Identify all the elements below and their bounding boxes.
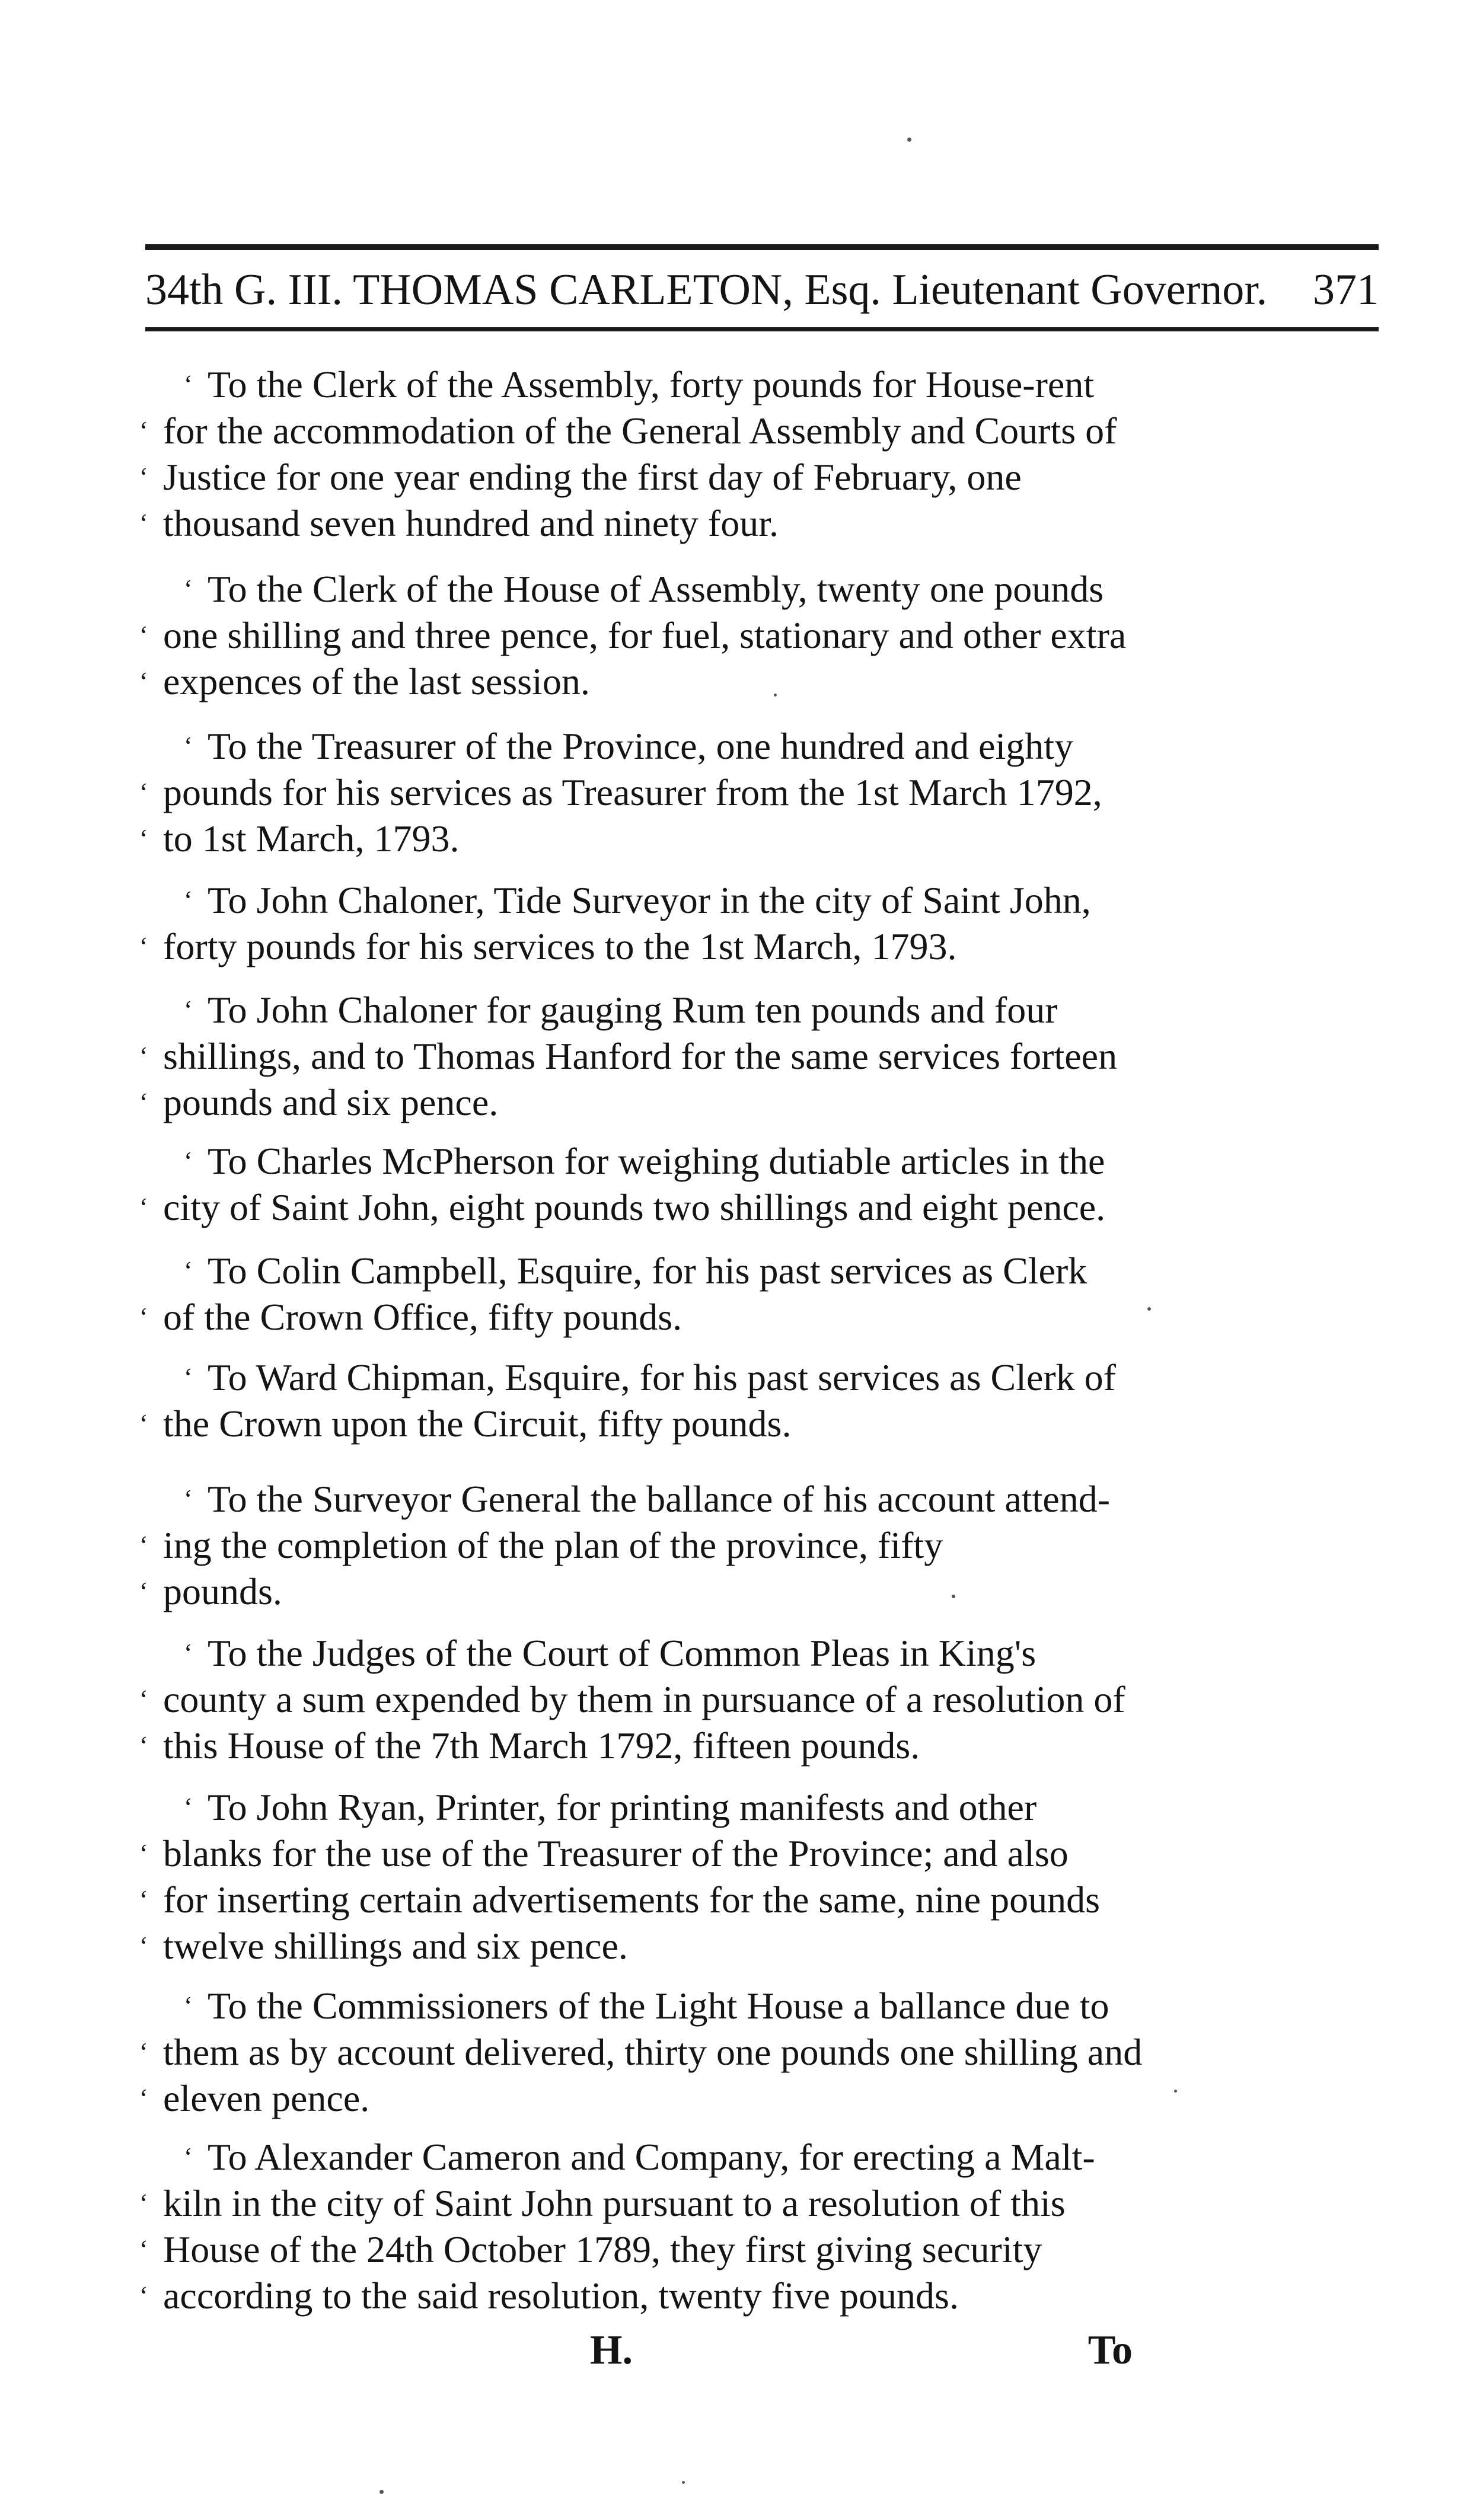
header-rule-top (145, 244, 1379, 250)
signature-mark: H. (590, 2327, 633, 2373)
paper-speck (379, 2490, 384, 2494)
line-text: kiln in the city of Saint John pursuant to a resolution of this (163, 2182, 1066, 2224)
line-text: To the Surveyor General the ballance of his account attend- (208, 1478, 1111, 1520)
quote-mark: ‘ (184, 886, 193, 915)
quote-mark: ‘ (139, 778, 148, 807)
quote-mark: ‘ (139, 462, 148, 491)
text-line (139, 1138, 1183, 1184)
line-text: county a sum expended by them in pursuance of a resolution of (163, 1678, 1125, 1720)
text-line (139, 2180, 1183, 2227)
quote-mark: ‘ (139, 1885, 148, 1914)
line-text: blanks for the use of the Treasurer of the Province; and also (163, 1832, 1069, 1874)
line-text: them as by account delivered, thirty one pounds one shilling and (163, 2031, 1143, 2073)
paper-speck (1147, 1307, 1151, 1311)
line-text: pounds for his services as Treasurer from the 1st March 1792, (163, 771, 1102, 813)
text-line (139, 1831, 1183, 1877)
text-line (139, 659, 1183, 705)
text-line (139, 2029, 1183, 2075)
quote-mark: ‘ (139, 2281, 148, 2310)
quote-mark: ‘ (184, 1793, 193, 1822)
text-line (139, 1569, 1183, 1615)
paper-speck (682, 2481, 685, 2484)
paragraph (139, 1630, 1183, 1769)
quote-mark: ‘ (184, 1991, 193, 2020)
paper-speck (774, 694, 777, 697)
line-text: House of the 24th October 1789, they first giving security (163, 2228, 1042, 2270)
text-line (139, 1294, 1183, 1340)
paper-speck (952, 1595, 955, 1598)
line-text: forty pounds for his services to the 1st March, 1793. (163, 925, 957, 967)
quote-mark: ‘ (139, 1088, 148, 1117)
quote-mark: ‘ (184, 2142, 193, 2171)
text-line (139, 1630, 1183, 1676)
line-text: To John Ryan, Printer, for printing manifests and other (208, 1786, 1037, 1828)
quote-mark: ‘ (184, 1256, 193, 1285)
paragraph (139, 877, 1183, 970)
quote-mark: ‘ (139, 1409, 148, 1438)
paper-speck (1174, 2090, 1177, 2093)
text-line (139, 1184, 1183, 1231)
line-text: To the Judges of the Court of Common Pleas in King's (208, 1632, 1036, 1674)
quote-mark: ‘ (139, 2189, 148, 2218)
quote-mark: ‘ (139, 1577, 148, 1606)
catchword: To (1087, 2327, 1133, 2373)
text-line (139, 1401, 1183, 1447)
line-text: To the Clerk of the House of Assembly, twenty one pounds (208, 568, 1104, 610)
line-text: To the Treasurer of the Province, one hundred and eighty (208, 725, 1074, 767)
quote-mark: ‘ (139, 509, 148, 538)
line-text: To Alexander Cameron and Company, for erecting a Malt- (208, 2136, 1095, 2178)
quote-mark: ‘ (139, 1685, 148, 1714)
quote-mark: ‘ (184, 574, 193, 603)
quote-mark: ‘ (139, 1302, 148, 1331)
quote-mark: ‘ (139, 416, 148, 445)
quote-mark: ‘ (184, 1484, 193, 1513)
text-line (139, 1877, 1183, 1923)
line-text: twelve shillings and six pence. (163, 1925, 628, 1967)
quote-mark: ‘ (139, 1042, 148, 1071)
paragraph (139, 723, 1183, 862)
quote-mark: ‘ (139, 1731, 148, 1760)
line-text: for inserting certain advertisements for the same, nine pounds (163, 1879, 1100, 1921)
text-line (139, 1033, 1183, 1079)
paragraph (139, 1248, 1183, 1340)
text-line (139, 1476, 1183, 1522)
quote-mark: ‘ (184, 1146, 193, 1176)
paragraph (139, 2134, 1183, 2319)
text-line (139, 1522, 1183, 1569)
running-head-text: 34th G. III. THOMAS CARLETON, Esq. Lieutenant Governor. (145, 266, 1268, 314)
quote-mark: ‘ (139, 2235, 148, 2264)
text-line (139, 723, 1183, 769)
line-text: Justice for one year ending the first day of February, one (163, 456, 1022, 498)
paragraph (139, 1355, 1183, 1447)
line-text: To Colin Campbell, Esquire, for his past services as Clerk (208, 1250, 1087, 1292)
quote-mark: ‘ (184, 370, 193, 399)
paragraph (139, 1784, 1183, 1969)
line-text: of the Crown Office, fifty pounds. (163, 1296, 683, 1338)
text-line (139, 1676, 1183, 1723)
running-head (145, 255, 1379, 325)
line-text: one shilling and three pence, for fuel, stationary and other extra (163, 614, 1127, 656)
quote-mark: ‘ (139, 1193, 148, 1222)
quote-mark: ‘ (139, 621, 148, 650)
line-text: the Crown upon the Circuit, fifty pounds. (163, 1403, 792, 1445)
line-text: city of Saint John, eight pounds two shillings and eight pence. (163, 1186, 1106, 1228)
line-text: to 1st March, 1793. (163, 817, 460, 860)
text-line (139, 987, 1183, 1033)
line-text: shillings, and to Thomas Hanford for the same services forteen (163, 1035, 1118, 1077)
quote-mark: ‘ (184, 1363, 193, 1392)
paragraph (139, 1983, 1183, 2122)
text-line (139, 1248, 1183, 1294)
text-line (139, 2134, 1183, 2180)
text-line (139, 566, 1183, 612)
text-line (139, 362, 1183, 408)
header-rule-bottom (145, 327, 1379, 331)
line-text: expences of the last session. (163, 660, 590, 702)
text-line (139, 454, 1183, 500)
line-text: ing the completion of the plan of the province, fifty (163, 1524, 943, 1566)
page-footer (139, 2318, 1183, 2383)
quote-mark: ‘ (139, 1531, 148, 1560)
text-line (139, 769, 1183, 816)
paragraph (139, 1138, 1183, 1231)
quote-mark: ‘ (184, 995, 193, 1024)
paragraph (139, 362, 1183, 547)
text-line (139, 2227, 1183, 2273)
quote-mark: ‘ (184, 732, 193, 761)
text-line (139, 408, 1183, 454)
text-line (139, 1923, 1183, 1969)
page-number: 371 (1313, 266, 1379, 314)
text-line (139, 500, 1183, 547)
text-line (139, 2075, 1183, 2122)
text-line (139, 816, 1183, 862)
text-line (139, 877, 1183, 924)
quote-mark: ‘ (184, 1639, 193, 1668)
quote-mark: ‘ (139, 1931, 148, 1960)
quote-mark: ‘ (139, 2037, 148, 2067)
paragraph (139, 987, 1183, 1126)
quote-mark: ‘ (139, 932, 148, 961)
text-line (139, 1723, 1183, 1769)
text-line (139, 1079, 1183, 1126)
text-line (139, 612, 1183, 659)
text-line (139, 1983, 1183, 2029)
text-line (139, 924, 1183, 970)
text-line (139, 2273, 1183, 2319)
quote-mark: ‘ (139, 1839, 148, 1868)
line-text: To Charles McPherson for weighing dutiable articles in the (208, 1140, 1105, 1182)
line-text: thousand seven hundred and ninety four. (163, 502, 779, 544)
text-line (139, 1784, 1183, 1831)
paragraph (139, 1476, 1183, 1615)
quote-mark: ‘ (139, 667, 148, 696)
line-text: this House of the 7th March 1792, fifteen pounds. (163, 1724, 920, 1767)
paper-speck (907, 138, 911, 142)
line-text: eleven pence. (163, 2077, 370, 2119)
line-text: To the Commissioners of the Light House a ballance due to (208, 1985, 1109, 2027)
line-text: To Ward Chipman, Esquire, for his past services as Clerk of (208, 1356, 1116, 1398)
line-text: according to the said resolution, twenty five pounds. (163, 2275, 959, 2317)
line-text: for the accommodation of the General Assembly and Courts of (163, 410, 1117, 452)
quote-mark: ‘ (139, 824, 148, 853)
paragraph (139, 566, 1183, 705)
line-text: pounds and six pence. (163, 1081, 499, 1123)
line-text: pounds. (163, 1570, 282, 1612)
line-text: To John Chaloner for gauging Rum ten pounds and four (208, 989, 1058, 1031)
quote-mark: ‘ (139, 2084, 148, 2113)
text-line (139, 1355, 1183, 1401)
line-text: To the Clerk of the Assembly, forty pounds for House-rent (208, 363, 1095, 405)
line-text: To John Chaloner, Tide Surveyor in the city of Saint John, (208, 879, 1091, 921)
